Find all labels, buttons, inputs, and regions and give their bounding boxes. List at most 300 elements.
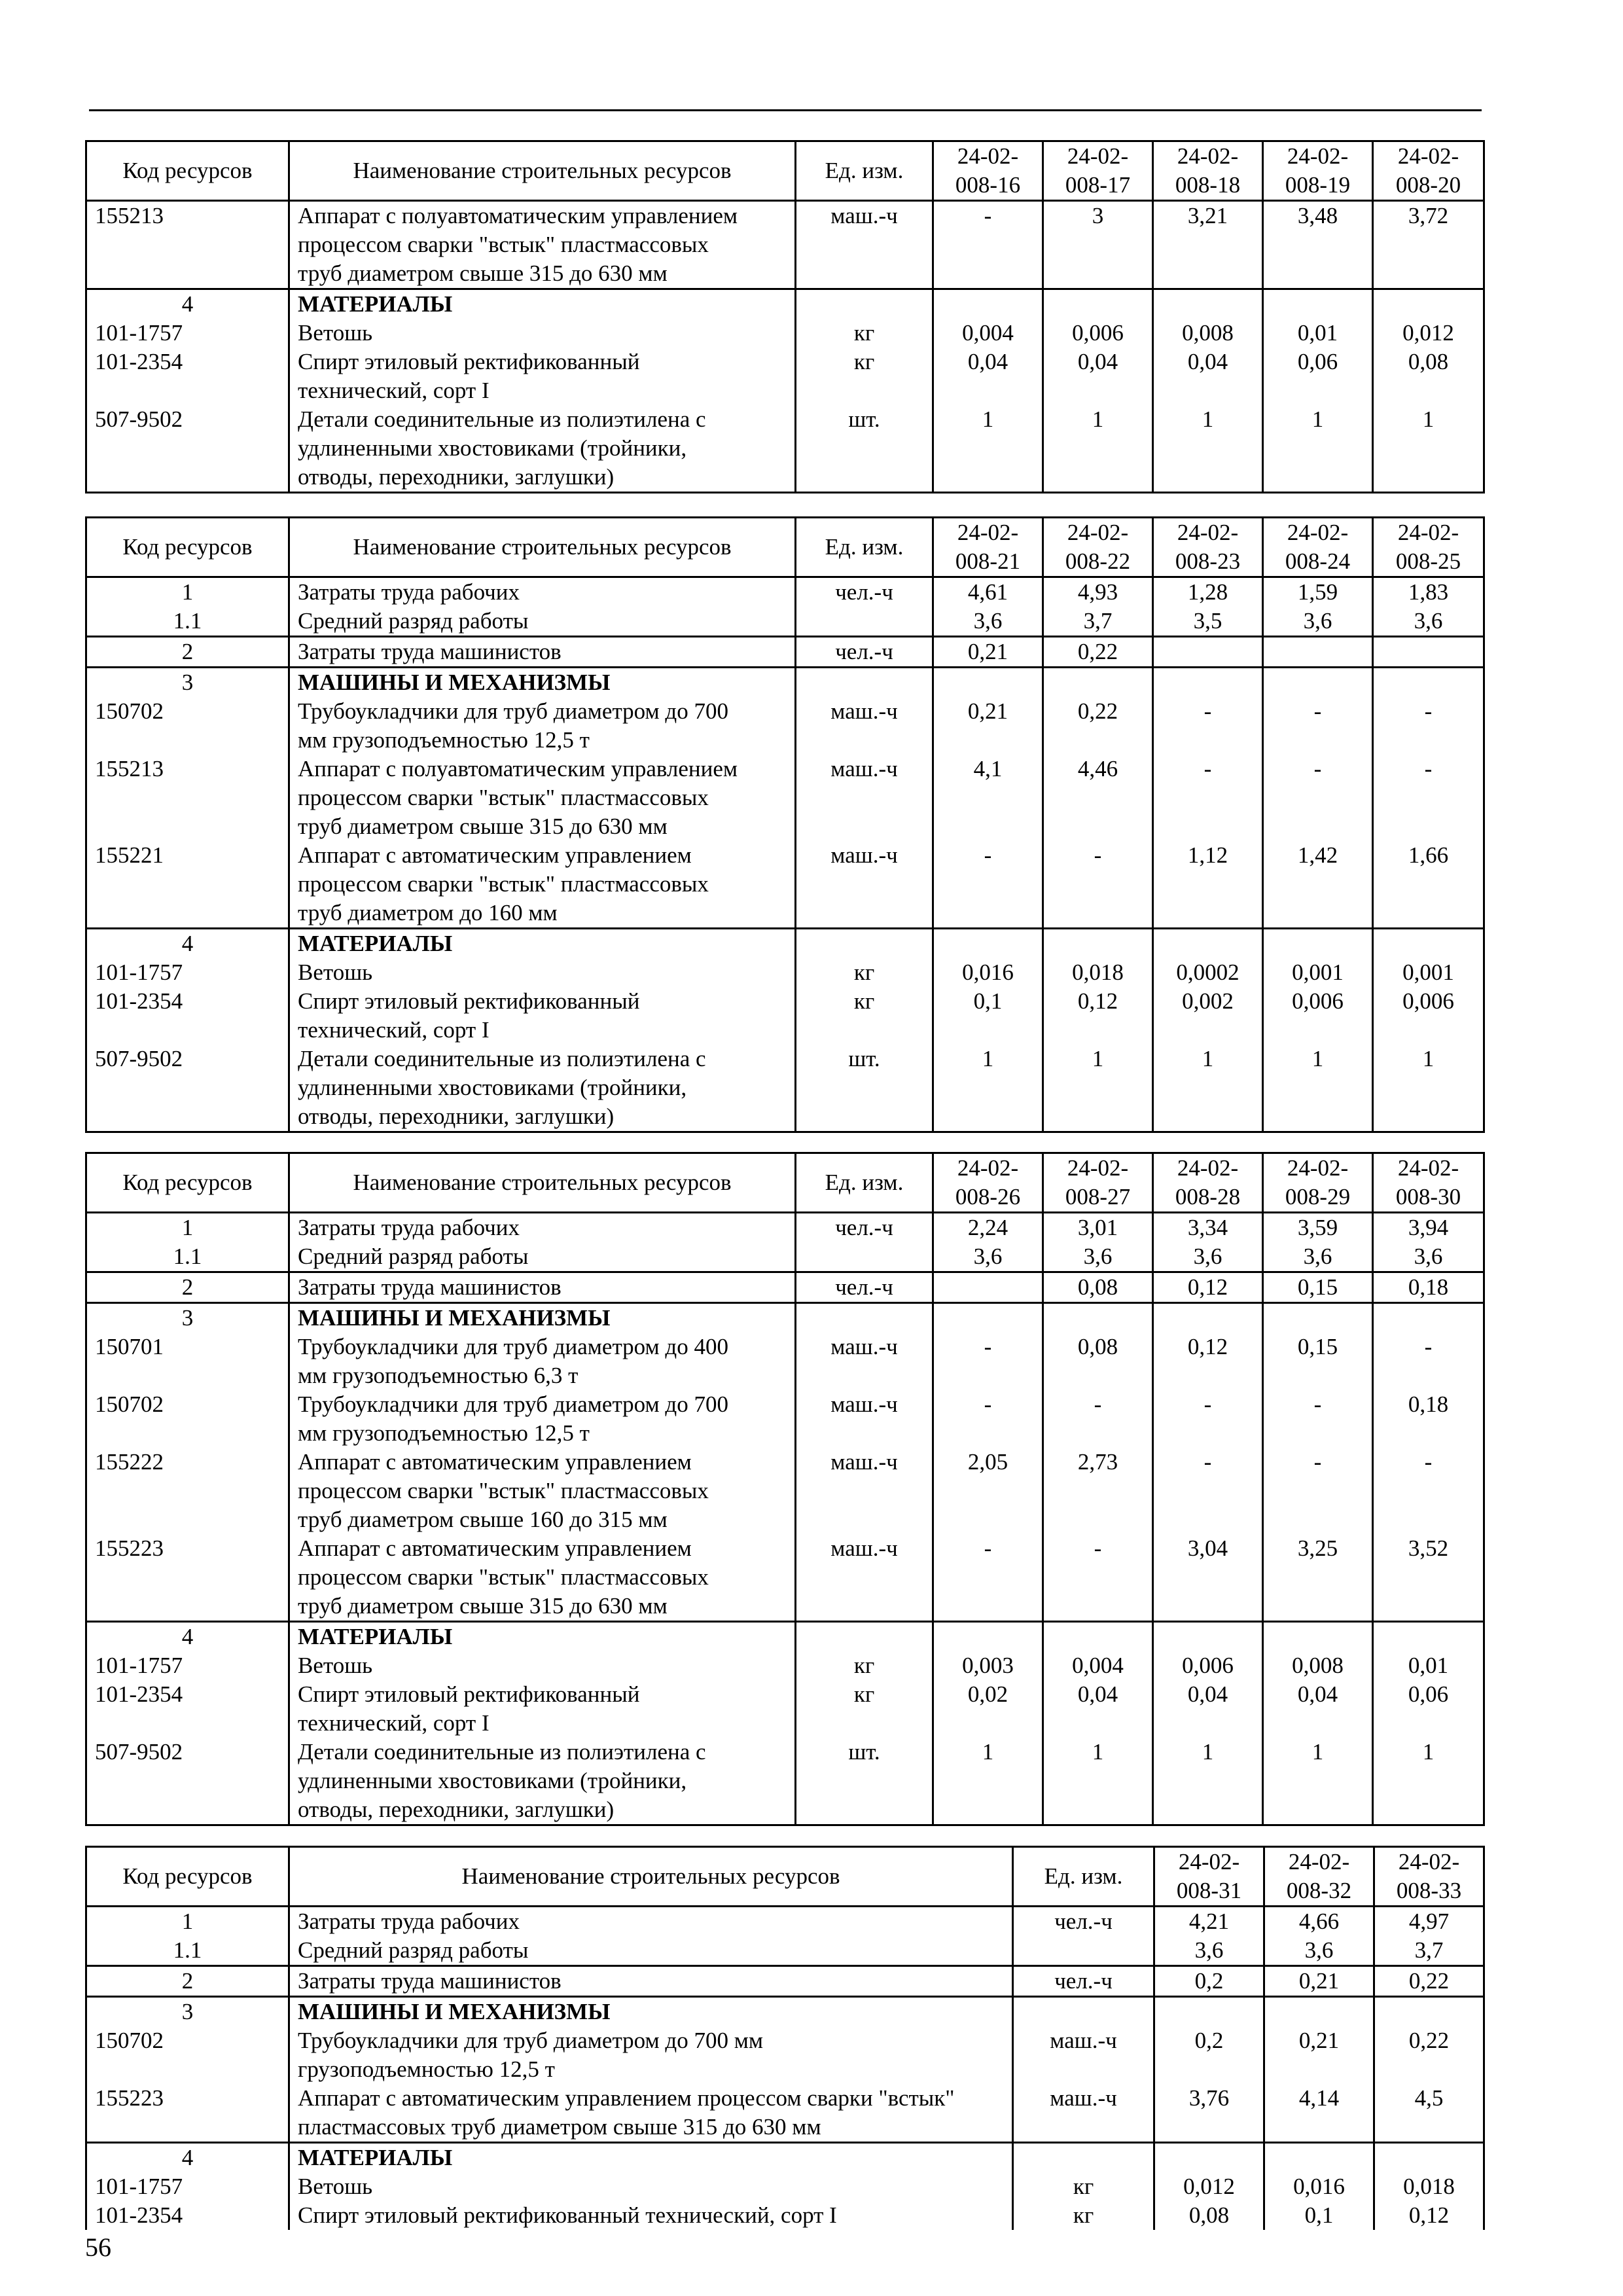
header-name: Наименование строительных ресурсов	[289, 1153, 796, 1213]
value-cell: -	[1373, 697, 1484, 755]
resource-code: 1.1	[86, 607, 289, 637]
value-cell: -	[1263, 1448, 1373, 1534]
resource-code: 3	[86, 1997, 289, 2027]
value-cell: -	[1263, 755, 1373, 841]
value-cell: 4,93	[1043, 577, 1153, 607]
value-cell: -	[933, 841, 1043, 929]
resource-name: Спирт этиловый ректификованный технический, сорт I	[289, 2201, 1013, 2230]
value-cell: 1	[1043, 1738, 1153, 1825]
header-rate-code: 24-02- 008-17	[1043, 141, 1153, 201]
table-row	[86, 987, 1484, 1045]
value-cell: 1,28	[1153, 577, 1263, 607]
value-cell	[1043, 668, 1153, 698]
resource-code: 150702	[86, 697, 289, 755]
table-row	[86, 2084, 1484, 2143]
value-cell: 3,34	[1153, 1213, 1263, 1243]
value-cell: 4,1	[933, 755, 1043, 841]
value-cell	[1374, 1997, 1484, 2027]
header-rate-code: 24-02- 008-26	[933, 1153, 1043, 1213]
unit-cell: кг	[796, 987, 933, 1045]
value-cell: 1	[1373, 1045, 1484, 1132]
table-row	[86, 1390, 1484, 1448]
resource-name: Ветошь	[289, 958, 796, 987]
section-row	[86, 289, 1484, 319]
header-row	[86, 518, 1484, 577]
section-title: МАШИНЫ И МЕХАНИЗМЫ	[289, 668, 796, 698]
value-cell: -	[933, 1333, 1043, 1390]
value-cell: 0,016	[1264, 2172, 1374, 2201]
resource-code: 155223	[86, 2084, 289, 2143]
value-cell: 0,1	[1264, 2201, 1374, 2230]
resource-code: 3	[86, 1303, 289, 1333]
header-rate-code: 24-02- 008-33	[1374, 1847, 1484, 1907]
header-rate-code: 24-02- 008-21	[933, 518, 1043, 577]
header-code: Код ресурсов	[86, 141, 289, 201]
value-cell: 0,08	[1043, 1272, 1153, 1303]
resource-table-3	[85, 1152, 1485, 1826]
value-cell	[1373, 637, 1484, 668]
section-title: МАТЕРИАЛЫ	[289, 929, 796, 959]
value-cell: 4,97	[1374, 1907, 1484, 1937]
header-rate-code: 24-02- 008-19	[1263, 141, 1373, 201]
table-row	[86, 1242, 1484, 1272]
value-cell: 1	[1043, 1045, 1153, 1132]
unit-cell: кг	[796, 319, 933, 348]
header-rate-code: 24-02- 008-29	[1263, 1153, 1373, 1213]
unit-cell	[796, 289, 933, 319]
table-row	[86, 697, 1484, 755]
resource-name: Спирт этиловый ректификованный технический, сорт I	[289, 987, 796, 1045]
resource-name: Затраты труда рабочих	[289, 577, 796, 607]
value-cell: 0,04	[1153, 348, 1263, 405]
table-row	[86, 607, 1484, 637]
value-cell: 0,04	[1263, 1680, 1373, 1738]
table-row	[86, 1333, 1484, 1390]
section-row	[86, 1622, 1484, 1652]
resource-name: Затраты труда машинистов	[289, 1272, 796, 1303]
table-row	[86, 1680, 1484, 1738]
table-row	[86, 1738, 1484, 1825]
header-rate-code: 24-02- 008-31	[1154, 1847, 1264, 1907]
unit-cell: маш.-ч	[796, 1333, 933, 1390]
table-row	[86, 841, 1484, 929]
resource-code: 101-2354	[86, 348, 289, 405]
header-unit: Ед. изм.	[796, 518, 933, 577]
resource-code: 101-2354	[86, 987, 289, 1045]
table-row	[86, 1966, 1484, 1997]
value-cell: 3,6	[1373, 607, 1484, 637]
value-cell: -	[1043, 1534, 1153, 1622]
value-cell: 0,12	[1153, 1272, 1263, 1303]
value-cell: 0,018	[1374, 2172, 1484, 2201]
value-cell: 0,21	[1264, 2026, 1374, 2084]
value-cell: 1	[933, 1045, 1043, 1132]
value-cell: 0,01	[1263, 319, 1373, 348]
header-rate-code: 24-02- 008-32	[1264, 1847, 1374, 1907]
header-row	[86, 1153, 1484, 1213]
value-cell: 0,12	[1043, 987, 1153, 1045]
value-cell: 1	[1373, 405, 1484, 493]
value-cell: 3	[1043, 201, 1153, 289]
value-cell: 0,15	[1263, 1272, 1373, 1303]
value-cell: 0,22	[1043, 637, 1153, 668]
table-row	[86, 637, 1484, 668]
section-row	[86, 929, 1484, 959]
value-cell: 0,21	[933, 637, 1043, 668]
header-rate-code: 24-02- 008-30	[1373, 1153, 1484, 1213]
value-cell: -	[1263, 697, 1373, 755]
resource-code: 101-2354	[86, 2201, 289, 2230]
value-cell	[1263, 1303, 1373, 1333]
value-cell	[1153, 637, 1263, 668]
value-cell	[1154, 1997, 1264, 2027]
value-cell: 1	[933, 1738, 1043, 1825]
value-cell: 3,5	[1153, 607, 1263, 637]
resource-name: Аппарат с автоматическим управлением процессом сварки "встык" пластмассовых труб диаметром свыше 160 до 315 мм	[289, 1448, 796, 1534]
resource-name: Затраты труда рабочих	[289, 1907, 1013, 1937]
value-cell	[1373, 1622, 1484, 1652]
header-rate-code: 24-02- 008-25	[1373, 518, 1484, 577]
resource-name: Затраты труда машинистов	[289, 637, 796, 668]
resource-code: 2	[86, 1966, 289, 1997]
unit-cell: маш.-ч	[796, 841, 933, 929]
resource-name: Трубоукладчики для труб диаметром до 400 мм грузоподъемностью 6,3 т	[289, 1333, 796, 1390]
resource-name: Спирт этиловый ректификованный технический, сорт I	[289, 348, 796, 405]
section-title: МАШИНЫ И МЕХАНИЗМЫ	[289, 1997, 1013, 2027]
value-cell: 0,12	[1374, 2201, 1484, 2230]
unit-cell: чел.-ч	[1013, 1907, 1154, 1937]
value-cell: 0,08	[1043, 1333, 1153, 1390]
resource-name: Детали соединительные из полиэтилена с удлиненными хвостовиками (тройники, отводы, переходники, заглушки)	[289, 1738, 796, 1825]
value-cell: 3,48	[1263, 201, 1373, 289]
value-cell: 3,6	[1263, 1242, 1373, 1272]
unit-cell: шт.	[796, 1045, 933, 1132]
value-cell: 0,2	[1154, 1966, 1264, 1997]
value-cell	[1153, 1622, 1263, 1652]
resource-code: 1	[86, 1213, 289, 1243]
resource-name: Ветошь	[289, 2172, 1013, 2201]
value-cell	[933, 929, 1043, 959]
value-cell: 0,12	[1153, 1333, 1263, 1390]
resource-name: Трубоукладчики для труб диаметром до 700 мм грузоподъемностью 12,5 т	[289, 1390, 796, 1448]
value-cell: 4,66	[1264, 1907, 1374, 1937]
value-cell: -	[1153, 755, 1263, 841]
header-name: Наименование строительных ресурсов	[289, 1847, 1013, 1907]
value-cell: 0,002	[1153, 987, 1263, 1045]
value-cell: 3,04	[1153, 1534, 1263, 1622]
unit-cell: маш.-ч	[796, 201, 933, 289]
unit-cell	[796, 1622, 933, 1652]
value-cell	[1373, 289, 1484, 319]
resource-name: Аппарат с автоматическим управлением процессом сварки "встык" пластмассовых труб диаметром до 160 мм	[289, 841, 796, 929]
table-row	[86, 1448, 1484, 1534]
resource-name: Спирт этиловый ректификованный технический, сорт I	[289, 1680, 796, 1738]
value-cell: 0,04	[1043, 348, 1153, 405]
resource-code: 150702	[86, 2026, 289, 2084]
header-rate-code: 24-02- 008-16	[933, 141, 1043, 201]
value-cell	[1043, 929, 1153, 959]
section-title: МАТЕРИАЛЫ	[289, 289, 796, 319]
value-cell: 0,01	[1373, 1651, 1484, 1680]
resource-name: Аппарат с полуавтоматическим управлением процессом сварки "встык" пластмассовых труб диаметром свыше 315 до 630 мм	[289, 201, 796, 289]
value-cell	[1263, 637, 1373, 668]
value-cell: 0,001	[1373, 958, 1484, 987]
value-cell: 0,004	[1043, 1651, 1153, 1680]
value-cell: 0,004	[933, 319, 1043, 348]
value-cell: 2,73	[1043, 1448, 1153, 1534]
value-cell: 0,04	[1043, 1680, 1153, 1738]
header-code: Код ресурсов	[86, 1847, 289, 1907]
header-rate-code: 24-02- 008-20	[1373, 141, 1484, 201]
unit-cell: кг	[796, 1680, 933, 1738]
value-cell: 3,72	[1373, 201, 1484, 289]
value-cell	[1373, 1303, 1484, 1333]
resource-code: 1.1	[86, 1936, 289, 1966]
value-cell: 0,006	[1153, 1651, 1263, 1680]
header-name: Наименование строительных ресурсов	[289, 141, 796, 201]
header-rate-code: 24-02- 008-18	[1153, 141, 1263, 201]
value-cell: 1,59	[1263, 577, 1373, 607]
value-cell: 3,25	[1263, 1534, 1373, 1622]
value-cell: 1,66	[1373, 841, 1484, 929]
value-cell: 4,14	[1264, 2084, 1374, 2143]
value-cell: 3,6	[933, 607, 1043, 637]
unit-cell	[796, 668, 933, 698]
value-cell: 0,04	[1153, 1680, 1263, 1738]
value-cell: 0,012	[1373, 319, 1484, 348]
resource-name: Трубоукладчики для труб диаметром до 700 мм грузоподъемностью 12,5 т	[289, 697, 796, 755]
header-code: Код ресурсов	[86, 1153, 289, 1213]
table-row	[86, 1272, 1484, 1303]
resource-name: Затраты труда рабочих	[289, 1213, 796, 1243]
value-cell: 1	[1043, 405, 1153, 493]
value-cell	[1263, 929, 1373, 959]
table-row	[86, 405, 1484, 493]
unit-cell: маш.-ч	[796, 755, 933, 841]
resource-name: Трубоукладчики для труб диаметром до 700 мм грузоподъемностью 12,5 т	[289, 2026, 1013, 2084]
value-cell	[1154, 2143, 1264, 2173]
section-row	[86, 1303, 1484, 1333]
value-cell: 0,018	[1043, 958, 1153, 987]
value-cell: 2,24	[933, 1213, 1043, 1243]
value-cell	[1263, 1622, 1373, 1652]
value-cell: 1	[1263, 1045, 1373, 1132]
resource-code: 4	[86, 1622, 289, 1652]
value-cell	[933, 1303, 1043, 1333]
value-cell: 3,6	[1263, 607, 1373, 637]
value-cell: 1	[933, 405, 1043, 493]
value-cell: 0,003	[933, 1651, 1043, 1680]
unit-cell: шт.	[796, 1738, 933, 1825]
section-title: МАШИНЫ И МЕХАНИЗМЫ	[289, 1303, 796, 1333]
resource-name: Ветошь	[289, 1651, 796, 1680]
section-row	[86, 1997, 1484, 2027]
value-cell: 0,0002	[1153, 958, 1263, 987]
table-row	[86, 201, 1484, 289]
value-cell	[1263, 289, 1373, 319]
resource-code: 1	[86, 1907, 289, 1937]
resource-name: Средний разряд работы	[289, 1936, 1013, 1966]
unit-cell: кг	[796, 1651, 933, 1680]
unit-cell: маш.-ч	[1013, 2026, 1154, 2084]
value-cell	[1043, 1303, 1153, 1333]
resource-code: 1.1	[86, 1242, 289, 1272]
resource-code: 155222	[86, 1448, 289, 1534]
unit-cell: кг	[796, 958, 933, 987]
unit-cell: кг	[1013, 2172, 1154, 2201]
resource-name: Ветошь	[289, 319, 796, 348]
table-row	[86, 1045, 1484, 1132]
value-cell: 1	[1153, 405, 1263, 493]
value-cell: 4,46	[1043, 755, 1153, 841]
value-cell	[1043, 289, 1153, 319]
value-cell: 1	[1153, 1738, 1263, 1825]
header-rate-code: 24-02- 008-24	[1263, 518, 1373, 577]
value-cell	[1153, 289, 1263, 319]
value-cell: 0,06	[1263, 348, 1373, 405]
value-cell	[1153, 929, 1263, 959]
value-cell: -	[1153, 697, 1263, 755]
resource-code: 101-2354	[86, 1680, 289, 1738]
header-unit: Ед. изм.	[796, 141, 933, 201]
resource-code: 2	[86, 1272, 289, 1303]
table-row	[86, 1534, 1484, 1622]
unit-cell: маш.-ч	[1013, 2084, 1154, 2143]
value-cell	[1373, 929, 1484, 959]
value-cell: 0,21	[933, 697, 1043, 755]
value-cell: 3,94	[1373, 1213, 1484, 1243]
resource-code: 507-9502	[86, 1738, 289, 1825]
header-code: Код ресурсов	[86, 518, 289, 577]
value-cell	[1263, 668, 1373, 698]
resource-code: 155213	[86, 201, 289, 289]
value-cell: 0,18	[1373, 1390, 1484, 1448]
value-cell: 3,01	[1043, 1213, 1153, 1243]
value-cell: 0,22	[1374, 2026, 1484, 2084]
section-row	[86, 668, 1484, 698]
value-cell: -	[933, 201, 1043, 289]
value-cell	[1153, 668, 1263, 698]
value-cell: 1	[1263, 1738, 1373, 1825]
value-cell: 0,02	[933, 1680, 1043, 1738]
unit-cell: маш.-ч	[796, 1448, 933, 1534]
table-row	[86, 577, 1484, 607]
header-rate-code: 24-02- 008-23	[1153, 518, 1263, 577]
value-cell: -	[933, 1534, 1043, 1622]
value-cell: 3,7	[1043, 607, 1153, 637]
value-cell: 0,006	[1043, 319, 1153, 348]
value-cell: 1	[1153, 1045, 1263, 1132]
unit-cell: чел.-ч	[1013, 1966, 1154, 1997]
value-cell: -	[1373, 755, 1484, 841]
value-cell: 3,6	[1154, 1936, 1264, 1966]
unit-cell: чел.-ч	[796, 577, 933, 607]
unit-cell: маш.-ч	[796, 1390, 933, 1448]
resource-table-2	[85, 516, 1485, 1133]
table-row	[86, 1651, 1484, 1680]
value-cell: 3,76	[1154, 2084, 1264, 2143]
value-cell	[1043, 1622, 1153, 1652]
unit-cell	[796, 1242, 933, 1272]
unit-cell: чел.-ч	[796, 637, 933, 668]
table-row	[86, 2172, 1484, 2201]
unit-cell	[1013, 1997, 1154, 2027]
value-cell: -	[933, 1390, 1043, 1448]
value-cell: 0,22	[1043, 697, 1153, 755]
resource-code: 3	[86, 668, 289, 698]
resource-code: 101-1757	[86, 319, 289, 348]
resource-table-1	[85, 140, 1485, 493]
header-name: Наименование строительных ресурсов	[289, 518, 796, 577]
value-cell: 0,008	[1263, 1651, 1373, 1680]
value-cell: 0,21	[1264, 1966, 1374, 1997]
value-cell	[1373, 668, 1484, 698]
resource-code: 101-1757	[86, 958, 289, 987]
table-row	[86, 1936, 1484, 1966]
value-cell: 1,12	[1153, 841, 1263, 929]
resource-name: Детали соединительные из полиэтилена с удлиненными хвостовиками (тройники, отводы, переходники, заглушки)	[289, 1045, 796, 1132]
value-cell: 3,59	[1263, 1213, 1373, 1243]
unit-cell: маш.-ч	[796, 1534, 933, 1622]
page-number: 56	[85, 2233, 111, 2262]
value-cell: 0,08	[1154, 2201, 1264, 2230]
header-rate-code: 24-02- 008-22	[1043, 518, 1153, 577]
resource-name: Аппарат с автоматическим управлением процессом сварки "встык" пластмассовых труб диаметром свыше 315 до 630 мм	[289, 2084, 1013, 2143]
table-row	[86, 2026, 1484, 2084]
value-cell: 4,21	[1154, 1907, 1264, 1937]
section-row	[86, 2143, 1484, 2173]
resource-name: Затраты труда машинистов	[289, 1966, 1013, 1997]
resource-code: 150702	[86, 1390, 289, 1448]
table-row	[86, 1213, 1484, 1243]
value-cell	[933, 289, 1043, 319]
unit-cell: шт.	[796, 405, 933, 493]
value-cell: 0,15	[1263, 1333, 1373, 1390]
unit-cell: кг	[1013, 2201, 1154, 2230]
table-row	[86, 755, 1484, 841]
resource-code: 155223	[86, 1534, 289, 1622]
value-cell	[1264, 2143, 1374, 2173]
value-cell: 0,08	[1373, 348, 1484, 405]
value-cell: 0,012	[1154, 2172, 1264, 2201]
resource-name: Аппарат с автоматическим управлением процессом сварки "встык" пластмассовых труб диаметром свыше 315 до 630 мм	[289, 1534, 796, 1622]
value-cell: 0,008	[1153, 319, 1263, 348]
unit-cell	[1013, 2143, 1154, 2173]
value-cell: -	[1043, 1390, 1153, 1448]
unit-cell	[796, 607, 933, 637]
value-cell: 0,016	[933, 958, 1043, 987]
resource-name: Аппарат с полуавтоматическим управлением процессом сварки "встык" пластмассовых труб диаметром свыше 315 до 630 мм	[289, 755, 796, 841]
value-cell: 0,06	[1373, 1680, 1484, 1738]
section-title: МАТЕРИАЛЫ	[289, 2143, 1013, 2173]
value-cell: -	[1153, 1448, 1263, 1534]
value-cell	[1264, 1997, 1374, 2027]
resource-code: 155213	[86, 755, 289, 841]
header-row	[86, 141, 1484, 201]
resource-code: 101-1757	[86, 1651, 289, 1680]
table-row	[86, 1907, 1484, 1937]
value-cell: -	[1373, 1333, 1484, 1390]
resource-name: Детали соединительные из полиэтилена с удлиненными хвостовиками (тройники, отводы, переходники, заглушки)	[289, 405, 796, 493]
section-title: МАТЕРИАЛЫ	[289, 1622, 796, 1652]
resource-code: 4	[86, 289, 289, 319]
value-cell: -	[1263, 1390, 1373, 1448]
value-cell: 0,001	[1263, 958, 1373, 987]
unit-cell: кг	[796, 348, 933, 405]
header-rate-code: 24-02- 008-27	[1043, 1153, 1153, 1213]
value-cell	[933, 668, 1043, 698]
table-row	[86, 2201, 1484, 2230]
